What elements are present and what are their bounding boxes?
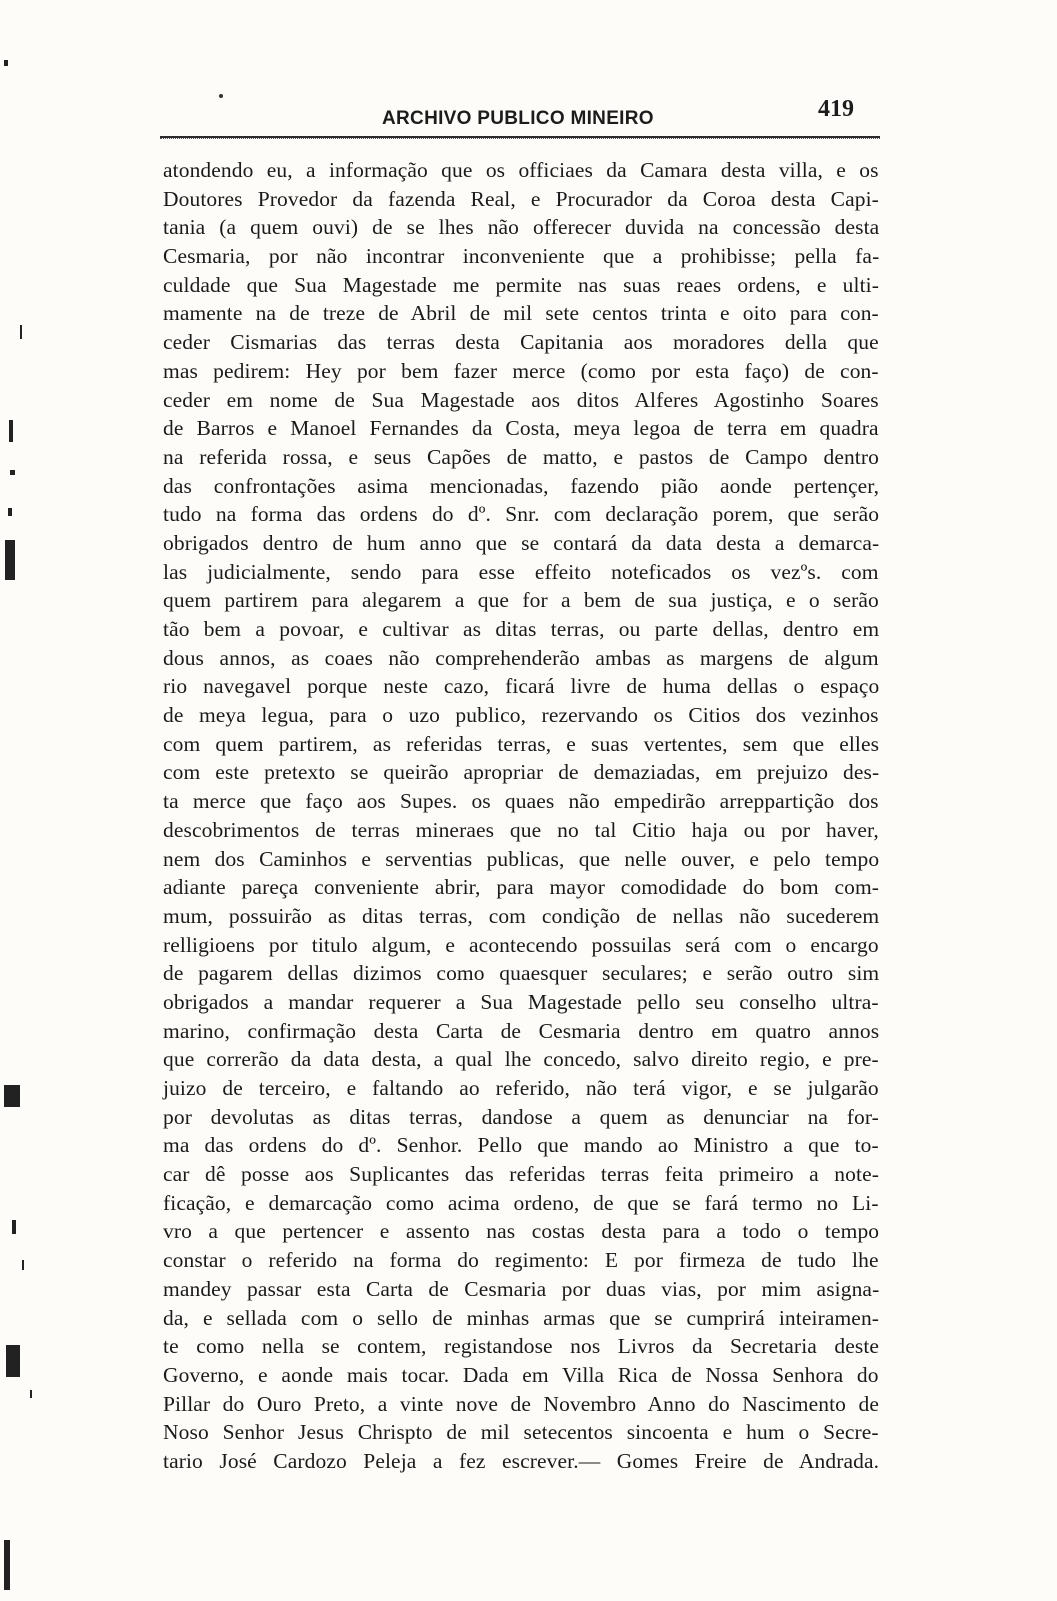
text-line: Doutores Provedor da fazenda Real, e Procurador da Coroa desta Capi- — [163, 186, 879, 211]
text-line: ceder Cismarias das terras desta Capitania aos moradores della que — [163, 330, 879, 355]
text-line: mamente na de treze de Abril de mil sete centos trinta e oito para con- — [163, 301, 879, 326]
text-line: juizo de terceiro, e faltando ao referido, não terá vigor, e se julgarão — [163, 1076, 879, 1100]
scan-mark — [6, 1345, 20, 1377]
text-line: culdade que Sua Magestade me permite nas suas reaes ordens, e ulti- — [163, 272, 879, 297]
left-margin-scan-marks — [0, 0, 40, 1601]
text-line: por devolutas as ditas terras, dandose a quem as denunciar na for- — [163, 1104, 879, 1129]
text-line: obrigados a mandar requerer a Sua Magestade pello seu conselho ultra- — [163, 989, 879, 1014]
scan-mark — [5, 540, 15, 580]
text-line: ficação, e demarcação como acima ordeno, de que se fará termo no Li- — [163, 1190, 879, 1215]
text-line: quem partirem para alegarem a que for a bem de sua justiça, e o serão — [163, 588, 879, 613]
text-line: ceder em nome de Sua Magestade aos ditos Alferes Agostinho Soares — [163, 387, 879, 412]
text-line: mum, possuirão as ditas terras, com condição de nellas não sucederem — [163, 903, 880, 928]
text-line: que correrão da data desta, a qual lhe concedo, salvo direito regio, e pre- — [163, 1047, 879, 1072]
text-line: de meya legua, para o uzo publico, rezervando os Citios dos vezinhos — [163, 703, 879, 728]
body-text — [163, 156, 879, 1476]
text-line: tudo na forma das ordens do dº. Snr. com declaração porem, que serão — [163, 502, 880, 527]
text-line: Governo, e aonde mais tocar. Dada em Villa Rica de Nossa Senhora do — [163, 1362, 879, 1387]
scan-mark — [4, 1085, 20, 1107]
scan-mark — [22, 1260, 24, 1270]
scan-mark — [20, 325, 22, 339]
text-line: na referida rossa, e seus Capões de matto, e pastos de Campo dentro — [163, 444, 879, 469]
text-line: las judicialmente, sendo para esse effeito noteficados os vezºs. com — [163, 559, 879, 584]
text-line: mas pedirem: Hey por bem fazer merce (como por esta faço) de con- — [163, 358, 879, 383]
scan-mark — [10, 470, 15, 475]
text-line: ta merce que faço aos Supes. os quaes não empedirão arreppartição dos — [163, 789, 879, 814]
scan-mark — [9, 420, 13, 442]
page-number: 419 — [818, 96, 854, 122]
running-title: ARCHIVO PUBLICO MINEIRO — [382, 108, 654, 129]
scan-mark — [12, 1220, 16, 1234]
header-rule — [160, 136, 880, 139]
text-line: com quem partirem, as referidas terras, e suas vertentes, sem que elles — [163, 731, 880, 756]
text-line: atondendo eu, a informação que os officiaes da Camara desta villa, e os — [163, 158, 879, 182]
scan-mark — [4, 1540, 10, 1590]
scan-mark — [8, 508, 12, 516]
text-line: da, e sellada com o sello de minhas armas que se cumprirá inteiramen- — [163, 1305, 880, 1330]
text-line: descobrimentos de terras mineraes que no tal Citio haja ou por haver, — [163, 817, 879, 842]
text-line: rio navegavel porque neste cazo, ficará livre de huma dellas o espaço — [163, 674, 880, 699]
text-line: tario José Cardozo Peleja a fez escrever.— Gomes Freire de Andrada. — [163, 1448, 880, 1473]
text-line: vro a que pertencer e assento nas costas desta para a todo o tempo — [163, 1219, 880, 1244]
text-line: de pagarem dellas dizimos como quaesquer seculares; e serão outro sim — [163, 961, 880, 986]
text-line: car dê posse aos Suplicantes das referidas terras feita primeiro a note- — [163, 1162, 879, 1187]
text-line: nem dos Caminhos e serventias publicas, que nelle ouver, e pelo tempo — [163, 846, 880, 871]
scan-mark — [4, 60, 8, 66]
text-line: dous annos, as coaes não comprehenderão ambas as margens de algum — [163, 645, 879, 670]
text-line: tão bem a povoar, e cultivar as ditas terras, ou parte dellas, dentro em — [163, 617, 880, 641]
text-line: mandey passar esta Carta de Cesmaria por duas vias, por mim asigna- — [163, 1276, 880, 1301]
text-line: adiante pareça conveniente abrir, para mayor comodidade do bom com- — [163, 875, 880, 900]
text-line: te como nella se contem, registandose nos Livros da Secretaria deste — [163, 1334, 880, 1359]
text-line: das confrontações asima mencionadas, fazendo pião aonde pertençer, — [163, 473, 880, 498]
text-line: marino, confirmação desta Carta de Cesmaria dentro em quatro annos — [163, 1018, 880, 1043]
text-line: ma das ordens do dº. Senhor. Pello que mando ao Ministro a que to- — [163, 1133, 879, 1158]
text-line: Cesmaria, por não incontrar inconveniente que a prohibisse; pella fa- — [163, 244, 880, 269]
text-line: Pillar do Ouro Preto, a vinte nove de Novembro Anno do Nascimento de — [163, 1391, 879, 1416]
page-header — [160, 96, 882, 136]
text-line: constar o referido na forma do regimento: E por firmeza de tudo lhe — [163, 1248, 879, 1273]
text-line: relligioens por titulo algum, e acontecendo possuilas será com o encargo — [163, 932, 879, 957]
text-line: de Barros e Manoel Fernandes da Costa, meya legoa de terra em quadra — [163, 416, 879, 441]
text-line: Noso Senhor Jesus Chrispto de mil setecentos sincoenta e hum o Secre- — [163, 1420, 879, 1445]
scan-mark — [30, 1390, 32, 1398]
text-line: tania (a quem ouvi) de se lhes não offerecer duvida na concessão desta — [163, 215, 880, 240]
text-line: obrigados dentro de hum anno que se contará da data desta a demarca- — [163, 530, 880, 555]
text-line: com este pretexto se queirão apropriar de demaziadas, em prejuizo des- — [163, 760, 880, 785]
